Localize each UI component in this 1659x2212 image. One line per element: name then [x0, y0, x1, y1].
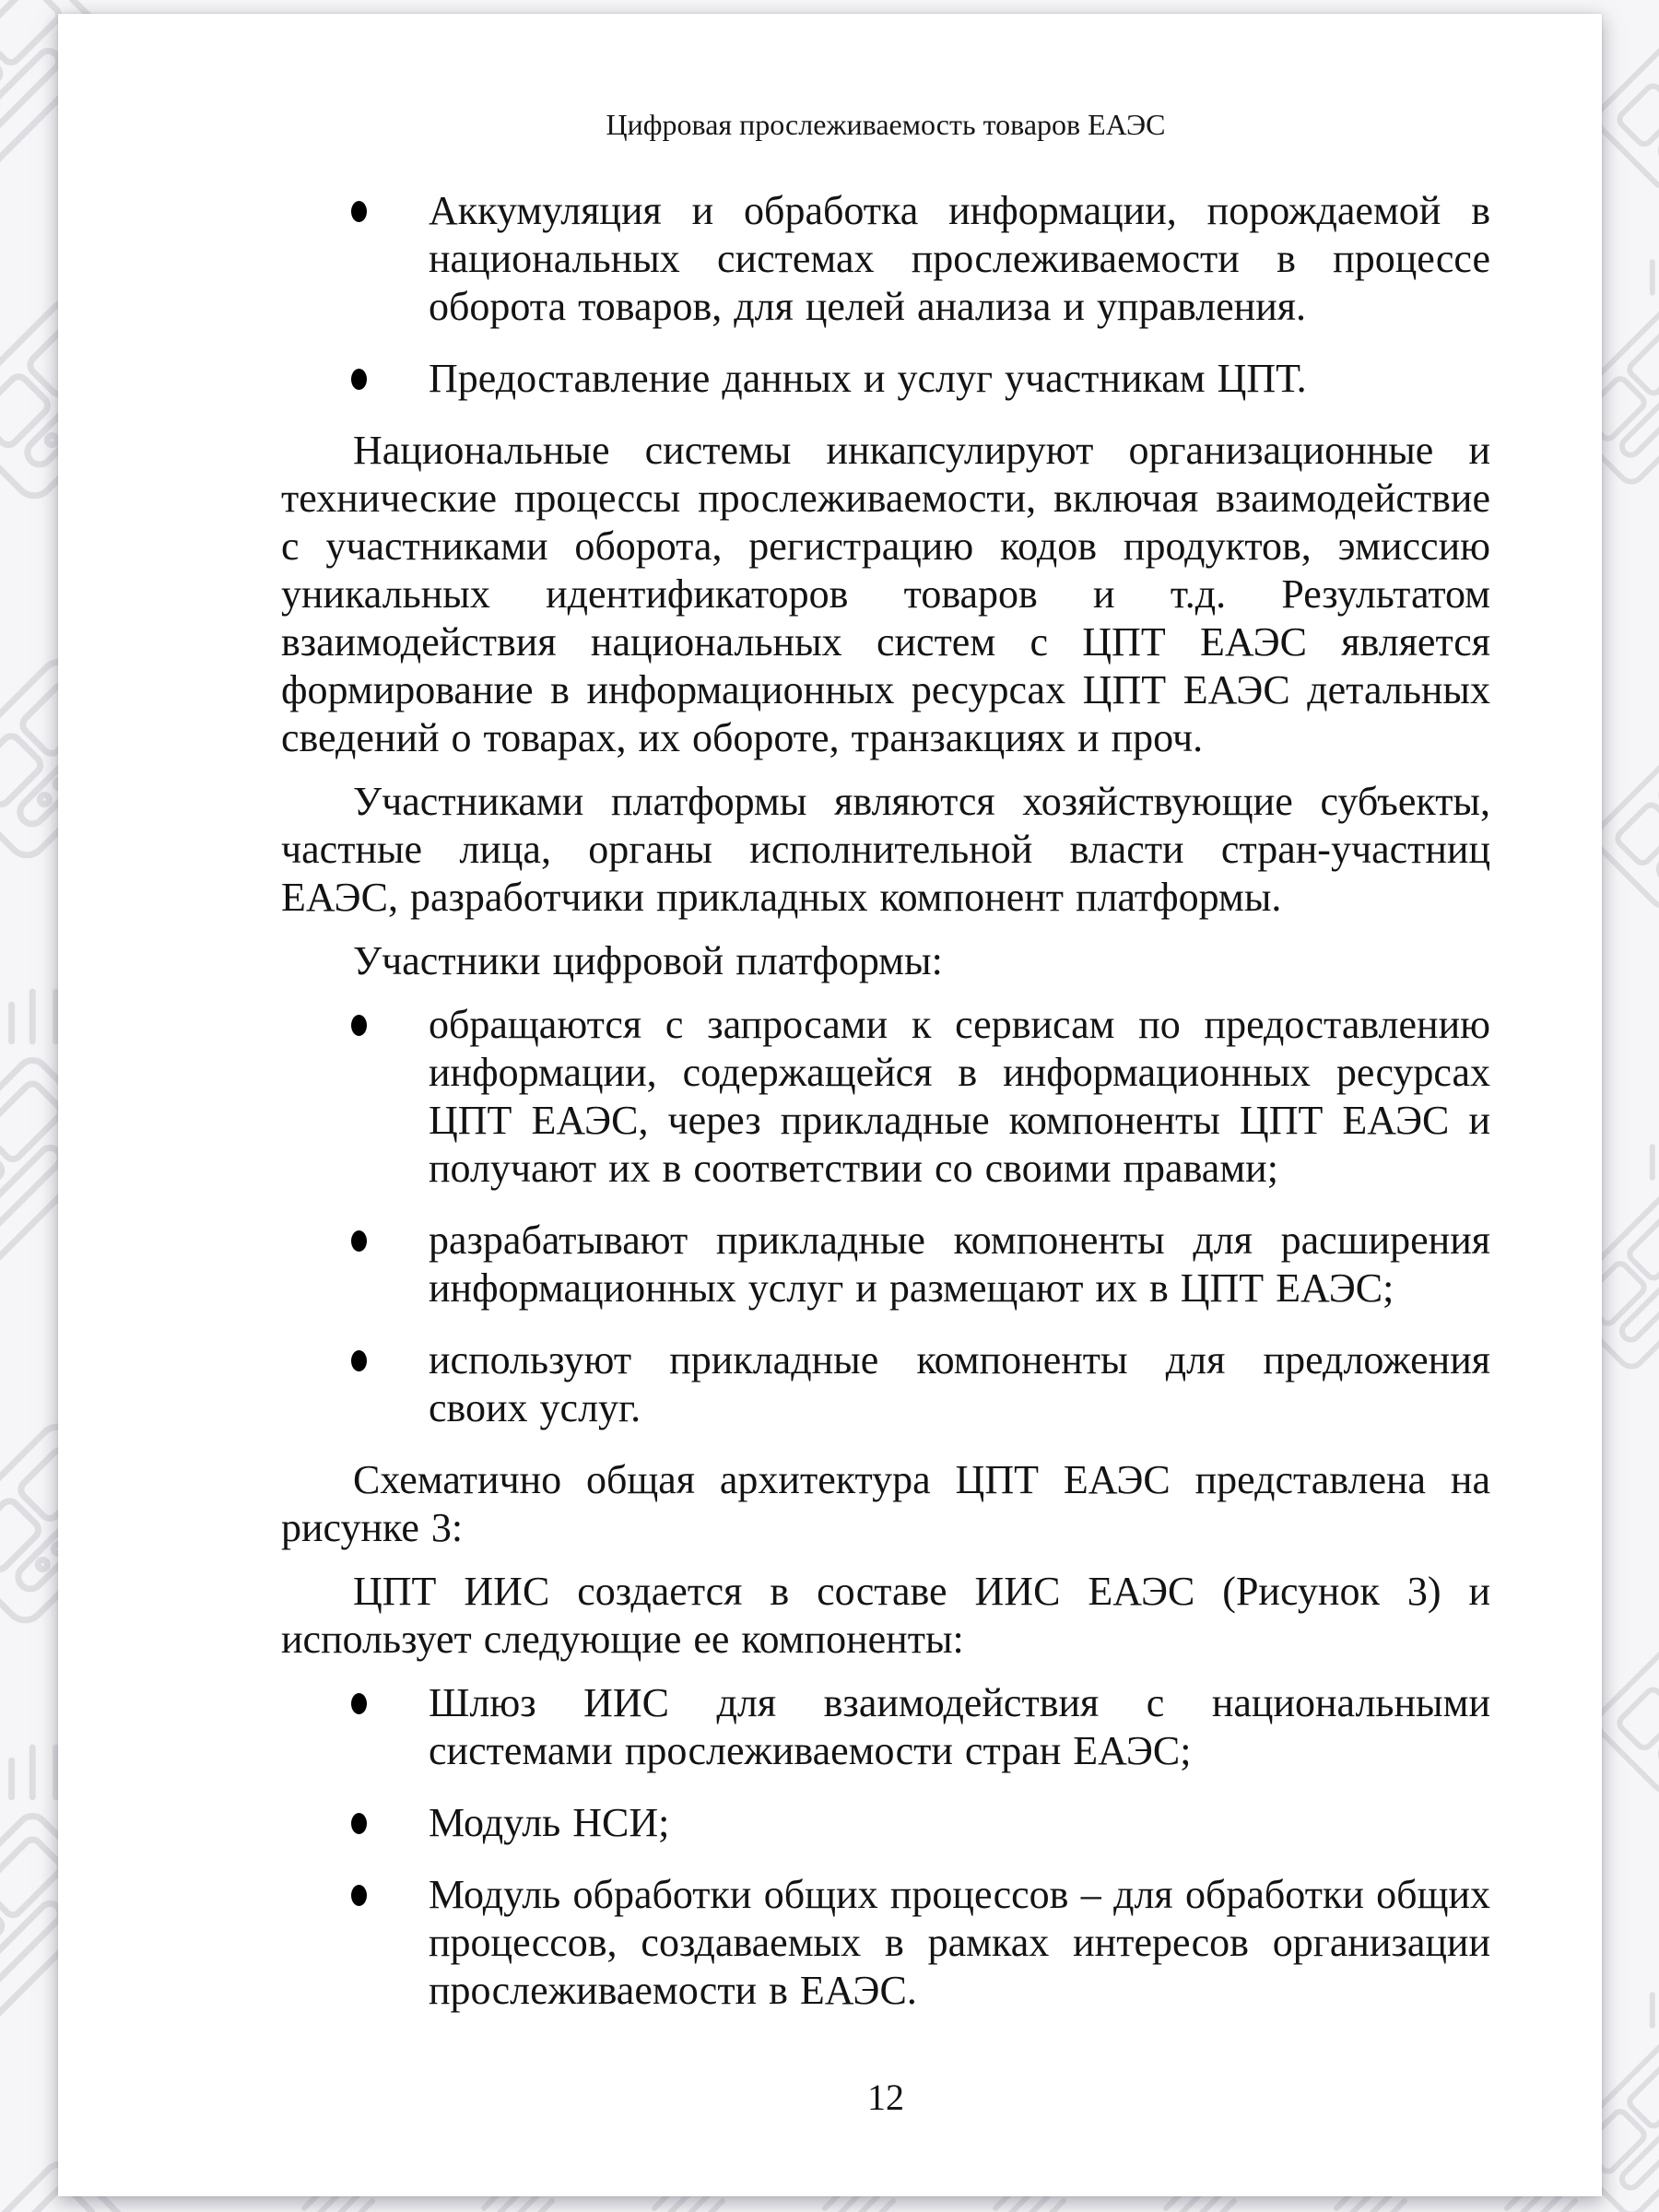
bullet-icon — [351, 1813, 367, 1834]
bullet-item-text: Модуль обработки общих процессов – для обработки общих процессов, создаваемых в рамках интересов организации прослеживаемости в ЕАЭС. — [429, 1872, 1490, 2013]
running-header: Цифровая прослеживаемость товаров ЕАЭС — [606, 108, 1166, 141]
list-item — [281, 1871, 1490, 2015]
bullet-icon — [351, 1693, 367, 1714]
document-page — [58, 14, 1602, 2196]
list-item — [281, 1217, 1490, 1312]
list-item — [281, 187, 1490, 331]
bullet-icon — [351, 1350, 367, 1371]
bullet-item-text: Предоставление данных и услуг участникам ЦПТ. — [429, 356, 1307, 401]
bullet-icon — [351, 201, 367, 222]
list-item — [281, 1336, 1490, 1432]
bullet-icon — [351, 1230, 367, 1252]
bullet-item-text: Модуль НСИ; — [429, 1800, 670, 1845]
bullet-item-text: Шлюз ИИС для взаимодействия с национальными системами прослеживаемости стран ЕАЭС; — [429, 1680, 1490, 1773]
paragraph: ЦПТ ИИС создается в составе ИИС ЕАЭС (Рисунок 3) и использует следующие ее компоненты: — [281, 1569, 1490, 1662]
list-item — [281, 1001, 1490, 1193]
bullet-icon — [351, 1885, 367, 1906]
bullet-icon — [351, 1015, 367, 1036]
bullet-item-text: используют прикладные компоненты для предложения своих услуг. — [429, 1337, 1490, 1430]
bullet-item-text: обращаются с запросами к сервисам по предоставлению информации, содержащейся в информационных ресурсах ЦПТ ЕАЭС, через прикладные компоненты ЦПТ ЕАЭС и получают их в соответствии со своими правами; — [429, 1002, 1490, 1191]
paragraph: Национальные системы инкапсулируют организационные и технические процессы прослеживаемости, включая взаимодействие с участниками оборота, регистрацию кодов продуктов, эмиссию уникальных идентификаторов товаров и т.д. Результатом взаимодействия национальных систем с ЦПТ ЕАЭС является формирование в информационных ресурсах ЦПТ ЕАЭС детальных сведений о товарах, их обороте, транзакциях и проч. — [281, 428, 1490, 760]
list-item — [281, 1799, 1490, 1847]
list-item — [281, 1679, 1490, 1775]
paragraph: Участники цифровой платформы: — [353, 938, 943, 983]
page-number: 12 — [867, 2077, 904, 2118]
document-body — [281, 187, 1490, 2015]
paragraph: Участниками платформы являются хозяйствующие субъекты, частные лица, органы исполнительной власти стран-участниц ЕАЭС, разработчики прикладных компонент платформы. — [281, 779, 1490, 920]
paragraph: Схематично общая архитектура ЦПТ ЕАЭС представлена на рисунке 3: — [281, 1457, 1490, 1550]
list-item — [281, 355, 1490, 403]
bullet-item-text: Аккумуляция и обработка информации, порождаемой в национальных системах прослеживаемости в процессе оборота товаров, для целей анализа и управления. — [429, 188, 1490, 329]
bullet-icon — [351, 369, 367, 390]
bullet-item-text: разрабатывают прикладные компоненты для расширения информационных услуг и размещают их в ЦПТ ЕАЭС; — [429, 1218, 1490, 1311]
